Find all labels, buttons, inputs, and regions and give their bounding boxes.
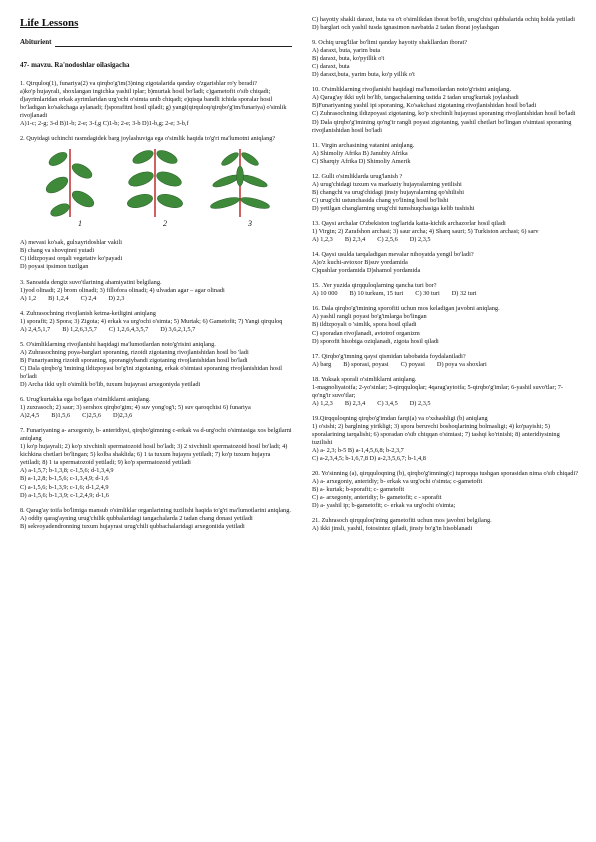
question-line: C) daraxt, buta <box>312 63 350 71</box>
question-stem: 18. Yuksak sporali o'simliklarni aniqlang. <box>312 375 417 383</box>
answer-options <box>312 236 578 244</box>
answer-option[interactable]: D)2,3,6 <box>113 412 133 420</box>
question-line: C) Sharqiy Afrika D) Shimoliy Amerik <box>312 157 411 165</box>
answer-option[interactable]: C) poyasi <box>400 360 425 368</box>
question-stem: 10. O'simliklarning rivojlanishi haqidagi ma'lumotlardan noto'g'risini aniqlang. <box>312 86 512 94</box>
question-q11 <box>312 142 578 166</box>
plant-3-whorled-leaves <box>209 149 270 217</box>
question-stem: 7. Funariyaning a- arxegoniy, b- anteridiysi, qirqbo'gimning c-erkak va d-urg'ochi o'simtasiga xos belgilarni aniqlang <box>20 427 292 443</box>
topic-heading: 47- mavzu. Ra'nodoshlar oilasigacha <box>20 61 130 70</box>
question-line: B) a-1,2,8; b-1,5,6; c-1,3,4,9; d-1,6 <box>20 475 109 483</box>
left-column <box>20 16 292 538</box>
question-stem: 20. Yo'sinning (a), qirqquloqning (b), qirqbo'g'imning(c) tuproqqa tushgan sporasidan nima o'sib chiqadi? <box>312 470 578 478</box>
answer-option[interactable]: A) 2,4,5,1,7 <box>20 325 51 333</box>
question-line: 1) Virgin; 2) Zarafshon archasi; 3) saur archa; 4) Sharq sauri; 5) Turkiston archasi; 6) sarv <box>312 228 539 236</box>
answer-option[interactable]: B) sporasi, poyasi <box>343 360 389 368</box>
question-q2 <box>20 135 292 271</box>
question-q13 <box>312 220 578 244</box>
answer-option[interactable]: C) 3,4,5 <box>377 399 398 407</box>
answer-option[interactable]: D) 2,3 <box>108 294 125 302</box>
question-stem: 16. Dala qirqbo'g'imining sporofiti uchun mos keladigan javobni aniqlang. <box>312 305 500 313</box>
question-line: A) Shimoliy Afrika B) Janubiy Afrika <box>312 149 408 157</box>
answer-option[interactable]: A) 1,2,3 <box>312 236 333 244</box>
question-line: 1) o'sishi; 2) barglning yirikligi; 3) spora beruvchi boshoqlarining bolmasligi; 4) ko'payishi; 5) sporalarining tarqalishi; 6) sporadan o'sib chiqqan o'simtasi; 7) tashqi ko'rinishi; 8) anteridiysining tuzilishi <box>312 422 560 447</box>
leaf-arrangement-illustration <box>30 145 280 219</box>
answer-option[interactable]: B) 2,3,4 <box>344 236 366 244</box>
question-line: 1) zuxrasoch; 2) saur; 3) sershox qirqbo'gim; 4) suv yong'og'i; 5) suv qaroqchisi 6) funariya <box>20 404 251 412</box>
answer-option[interactable]: D) 2,3,5 <box>409 399 431 407</box>
question-line: B) Funariyaning rizoidi sporaning, sporangiybandi zigotaning rivojlanishidan hosil bo'ladi <box>20 356 248 364</box>
question-line: D) a- yashil ip; b-gametofit; c- erkak va urg'ochi o'simta; <box>312 502 456 510</box>
question-line: A) oddiy qarag'ayning urug'chilik qubbalaridagi tangachalarda 2 tadan chang donasi yetiladi <box>20 514 253 522</box>
left-question-list <box>20 80 292 531</box>
question-line: A) yashil rangli poyasi bo'g'imlarga bo'lingan <box>312 313 427 321</box>
figure-label-1: 1 <box>78 219 82 229</box>
question-stem: 12. Gulli o'simliklarda urug'lanish ? <box>312 172 403 180</box>
answer-options <box>312 400 578 408</box>
question-line: C) a-1,5,6; b-1,3,9; c-1,6; d-1,2,4,9 <box>20 483 109 491</box>
question-stem: 15. .Yer yuzida qirqquloqlarning qancha turi bor? <box>312 282 437 290</box>
question-line: D) daraxt,buta, yarim buta, ko'p yillik o't <box>312 71 415 79</box>
question-line: A)o'z kuchi-avtoxor B)suv yordamida <box>312 259 408 267</box>
question-line: C) ildizpoyasi orqali vegetativ ko'payadi <box>20 255 123 263</box>
question-line: A) urug'chidagi tuxum va markaziy hujayralarning yetilishi <box>312 180 462 188</box>
question-line: C) Dala qirqbo'g 'imining ildizpoyasi bo'g'ini zigotaning, erkak o'simtasi sporaning rivojlanishidan hosil bo'ladi <box>20 364 283 380</box>
plant-2-opposite-leaves <box>126 148 184 217</box>
question-line: B) daraxt, buta, ko'pyillik o't <box>312 55 385 63</box>
question-stem: 4. Zuhrasochning rivojlanish ketma-ketligini aniqlang <box>20 309 156 317</box>
question-line: D) a-1,5,6; b-1,3,9; c-1,2,4,9; d-1,6 <box>20 491 109 499</box>
question-line: C) a-2,3,4,5; b-1,6,7,8 D) a-2,3,5,6,7; b-1,4,8 <box>312 455 426 463</box>
answer-option[interactable]: D) 2,3,5 <box>409 236 431 244</box>
question-stem: 21. Zuhrasoch qirqquloq'ining gametofiti uchun mos javobni belgilang. <box>312 517 492 525</box>
question-line: D) Archa ikki uyli o'simlik bo'lib, tuxum hujayrasi arxegoniyda yetiladi <box>20 381 201 389</box>
question-stem: 1. Qirquloq(1), funariya(2) va qirqbo'g'im(3)ning zigotalarida qanday o'zgarishlar ro'y beradi? <box>20 79 257 87</box>
question-line: B)Funariyaning yashil ipi sporaning, Ko'sakchasi zigotaning rivojlanishidan hosil bo'ladi <box>312 102 537 110</box>
question-line: C) urug'chi ustunchasida chang yo'lining hosil bo'lishi <box>312 196 449 204</box>
question-line: A) Zuhrasochning poya-barglari sporaning, rizoidi zigotaning rivojlanishidan hosil bo 'ladi <box>20 348 249 356</box>
question-line: A)1-c; 2-g; 3-d B)1-b; 2-e; 3-f,g C)1-b; 2-e; 3-b D)1-b,g; 2-e; 3-b,f <box>20 120 189 128</box>
question-line: B) sekvoyadendronning tuxum hujayrasi urug'chili qubbachalaridagi arxegoniida yetiladi <box>20 522 245 530</box>
question-line: 1)yod olinadi; 2) brom olinadi; 3) fillofora olinadi; 4) ulvadan agar – agar olinadi <box>20 286 225 294</box>
question-line: B) a- kurtak; b-sporafit; c- gametofit <box>312 486 405 494</box>
answer-option[interactable]: B) 1,2,6,3,5,7 <box>62 325 97 333</box>
question-q12 <box>312 173 578 213</box>
answer-option[interactable]: C) 1,2,6,4,3,5,7 <box>108 325 149 333</box>
answer-option[interactable]: C)2,5,6 <box>82 412 102 420</box>
question-line: A) ikki jinsli, yashil, fotosintez qiladi, jinsiy bo'g'in hisoblanadi <box>312 525 473 533</box>
answer-option[interactable]: A) 1,2 <box>20 294 37 302</box>
answer-option[interactable]: B) 10 turkum, 15 turi <box>349 290 404 298</box>
question-stem: 2. Quyidagi uchinchi rasmdagidek barg joylashuviga ega o'simlik haqida to'g'ri ma'lumotni aniqlang? <box>20 135 276 143</box>
question-line: a)ko'p hujayrali, shoxlangan ingichka yashil iplar; b)murtak hosil bo'ladi; c)gametofit o'sib chiqadi; d)ayrimlaridan erkak ayrimlaridan urg'ochi o'simta unib chiqadi; e)qisqa bandli ichida sporalar hosil bo'ladigan ko'sakchaga aylanadi; f)sporafitni hosil qiladi; g) yangi(qirquloq/qirqbo'g'im/funariya) o'simlik rivojlanadi <box>20 88 287 120</box>
question-line: A) a- 2,3; b-5 B) a-1,4,5,6,8; b-2,3,7 <box>312 447 404 455</box>
right-question-list <box>312 16 578 533</box>
answer-option[interactable]: A)2,4,5 <box>20 412 40 420</box>
question-stem: 17. Qirqbo'g'imning qaysi qismidan tabobatda foydalaniladi? <box>312 352 466 360</box>
answer-option[interactable]: B) 2,3,4 <box>344 399 366 407</box>
student-name-field[interactable] <box>55 40 293 47</box>
figure-label-2: 2 <box>163 219 167 229</box>
plant-1-alternate-leaves <box>44 149 97 219</box>
question-line: C) a- arxegoniy, anteridiy; b- gametofit; c - sporafit <box>312 494 442 502</box>
right-column <box>312 16 578 540</box>
question-q14 <box>312 251 578 275</box>
answer-options <box>312 290 578 298</box>
answer-option[interactable]: C) 2,4 <box>80 294 97 302</box>
question-stem: 3. Sanoatda dengiz suvo'tlarining ahamiyatini belgilang. <box>20 278 162 286</box>
question-stem: 5. O'simliklarning rivojlanishi haqidagi ma'lumotlardan noto'g'risini aniqlang. <box>20 340 216 348</box>
question-line: A) daraxt, buta, yarim buta <box>312 47 381 55</box>
question-line: D) poyasi ipsimon tuzilgan <box>20 263 89 271</box>
question-stem: 14. Qaysi usulda tarqaladigan mevalar nihoyatda yengil bo'ladi? <box>312 251 474 259</box>
answer-option[interactable]: A) 10 000 <box>312 290 338 298</box>
answer-option[interactable]: D) 32 turi <box>451 290 477 298</box>
question-line: C)qushlar yordamida D)shamol yordamida <box>312 267 421 275</box>
plant-leaf-figure <box>20 145 292 233</box>
question-stem: 19.Qirqquloqning qirqbo'g'imdan farqi(a) va o'xshashligi (b) aniqlang <box>312 414 488 422</box>
answer-options <box>20 295 292 303</box>
question-line: A) Qarag'ay ikki uyli bo'lib, tangachalarning ustida 2 tadan urug'kurtak joylashadi <box>312 94 519 102</box>
question-line: C) Zuhrasochning ildizpoyasi zigotaning, ko'p xivchinli hujayrasi sporaning rivojlanishidan hosil bo'ladi <box>312 110 576 118</box>
question-stem: C) hayotiy shakli daraxt, buta va o't o'simlikdan iborat bo'lib, urug'chisi qubbalarida ochiq holda yetiladi <box>312 16 576 23</box>
question-q8 <box>20 507 292 531</box>
question-line: 1) ko'p hujayrali; 2) ko'p xivchinli spermatozoid hosil bo'ladi; 3) 2 xivchinli spermatozoid hosil bo'ladi; 4) kichkina chetlari bo'lingan; 5) kolba shaklida; 6) 1 ta tuxum hujayra yetiladi; 7) ko'p tuxum hujayra yetiladi; 8) 1 ta spermatozoid yetiladi; 9) ko'p spermatozoid yetiladi <box>20 443 288 467</box>
question-stem: 13. Qaysi archalar O'zbekiston tog'larida katta-kichik archazorlar hosil qiladi <box>312 219 506 227</box>
question-line: 1) sporafit; 2) Spora; 3) Zigota; 4) erkak va urg'ochi o'simta; 5) Murtak; 6) Gametofit; 7) Yangi qirquloq <box>20 317 283 325</box>
question-q5 <box>20 341 292 389</box>
question-q17 <box>312 353 578 369</box>
question-q9 <box>312 39 578 79</box>
figure-label-3: 3 <box>248 219 252 229</box>
answer-option[interactable]: D) 3,6,2,1,5,7 <box>160 325 196 333</box>
student-label: Abiturient <box>20 38 52 47</box>
answer-option[interactable]: B) 1,2,4 <box>48 294 69 302</box>
answer-option[interactable]: A) 1,2,3 <box>312 399 333 407</box>
student-name-row <box>20 38 292 47</box>
question-q10 <box>312 86 578 134</box>
question-stem: 11. Virgin archasining vatanini aniqlang. <box>312 141 415 149</box>
question-line: B) chang va shovqinni yutadi <box>20 247 95 255</box>
answer-option[interactable]: C) 30 turi <box>415 290 440 298</box>
answer-option[interactable]: A) barg <box>312 360 332 368</box>
answer-option[interactable]: B)1,5,6 <box>51 412 71 420</box>
question-line: 1-magnoliyatoifa; 2-yo'sinlar; 3-qirqquloqlar; 4qarag'aytoifa; 5-qirqbo'g'imlar; 6-yashil suvo'tlar; 7-qo'ng'ir suvo'tlar; <box>312 383 564 399</box>
question-q15 <box>312 282 578 298</box>
question-q6 <box>20 396 292 420</box>
question-q19 <box>312 415 578 463</box>
question-q4 <box>20 310 292 334</box>
page-title: Life Lessons <box>20 17 79 29</box>
question-line: A) a- arxegoniy, anteridiy; b- erkak va urg'ochi o'simta; c-gametofit <box>312 478 483 486</box>
question-stem: 6. Urug'kurtakka ega bo'lgan o'simliklarni aniqlang. <box>20 396 151 404</box>
question-line: A) mevasi ko'sak, gulxayridoshlar vakili <box>20 239 123 247</box>
question-line: B) ildizpoyali o 'simlik, spora hosil qiladi <box>312 321 417 329</box>
question-stem: 9. Ochiq urug'lilar bo'limi qanday hayotiy shakllardan iborat? <box>312 39 468 47</box>
question-line: C) sporadan rivojlanadi, avtotrof organizm <box>312 329 420 337</box>
question-q8c <box>312 16 578 32</box>
question-q16 <box>312 305 578 345</box>
question-line: B) changchi va urug'chidagi jinsiy hujayralarning qo'shilishi <box>312 188 464 196</box>
answer-options <box>20 412 292 420</box>
answer-option[interactable]: D) poya va shoxlari <box>436 360 487 368</box>
question-line: D) sporofit hisobiga oziqlanadi, zigota hosil qiladi <box>312 337 439 345</box>
question-line: D) yetilgan changlarning urug'chi tumshuqchasiga kelib tushishi <box>312 204 475 212</box>
question-q21 <box>312 517 578 533</box>
question-q20 <box>312 470 578 510</box>
answer-options <box>312 361 578 369</box>
question-line: D) barglari och yashil tusda ignasimon navbatda 2 tadan iborat joylashgan <box>312 24 499 32</box>
question-q3 <box>20 279 292 303</box>
question-q1 <box>20 80 292 128</box>
question-stem: 8. Qarag'ay toifa bo'limiga mansub o'simliklar organlarining tuzilishi haqida to'g'ri ma'lumotlarini aniqlang. <box>20 506 291 514</box>
question-q7 <box>20 427 292 499</box>
answer-options <box>20 326 292 334</box>
question-line: D) Dala qirqbo'g'imining qo'ng'ir rangli poyasi zigotaning, yashil chetlari bo'lingan o'simtasi sporaning rivojlanishidan hosil bo'ladi <box>312 118 572 134</box>
question-line: A) a-1,5,7; b-1,3,8; c-1,5,6; d-1,3,4,9 <box>20 467 114 475</box>
question-q18 <box>312 376 578 408</box>
answer-option[interactable]: C) 2,5,6 <box>377 236 398 244</box>
